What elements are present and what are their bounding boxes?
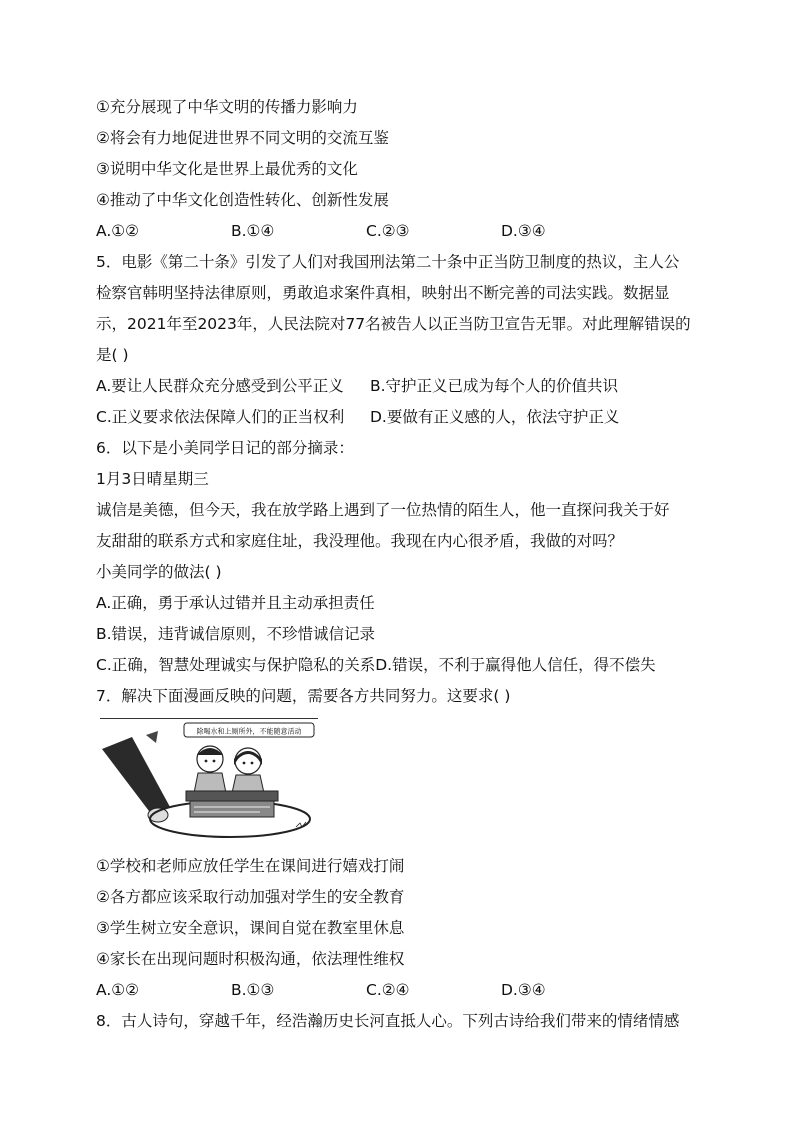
q5-option-a[interactable]: A.要让人民群众充分感受到公平正义 [96, 377, 344, 395]
q5-stem-line: 5．电影《第二十条》引发了人们对我国刑法第二十条中正当防卫制度的热议，主人公 [96, 253, 680, 271]
q5-stem-line: 是( ) [96, 346, 129, 364]
q5-option-b[interactable]: B.守护正义已成为每个人的价值共识 [370, 377, 619, 395]
q6-diary-line: 诚信是美德，但今天，我在放学路上遇到了一位热情的陌生人，他一直探问我关于好 [96, 501, 670, 519]
q5-options-row1 [96, 371, 706, 402]
q6-option-b[interactable]: B.错误，违背诚信原则，不珍惜诚信记录 [96, 625, 376, 643]
q4-item: ②将会有力地促进世界不同文明的交流互鉴 [96, 129, 389, 147]
q8-stem: 8．古人诗句，穿越千年，经浩瀚历史长河直抵人心。下列古诗给我们带来的情绪情感 [96, 1012, 680, 1030]
q4-option-d[interactable]: D.③④ [501, 222, 546, 240]
q7-stem: 7．解决下面漫画反映的问题，需要各方共同努力。这要求( ) [96, 687, 511, 705]
arm-sleeve [102, 737, 170, 815]
q6-question: 小美同学的做法( ) [96, 563, 222, 581]
q7-item: ①学校和老师应放任学生在课间进行嬉戏打闹 [96, 857, 405, 875]
q7-cartoon [100, 718, 318, 843]
q6-option-cd[interactable]: C.正确，智慧处理诚实与保护隐私的关系D.错误，不利于赢得他人信任，得不偿失 [96, 656, 656, 674]
q7-option-c[interactable]: C.②④ [366, 981, 410, 999]
q7-options [96, 975, 706, 1006]
q7-item: ②各方都应该采取行动加强对学生的安全教育 [96, 888, 405, 906]
cartoon-illustration [100, 719, 318, 843]
q5-option-c[interactable]: C.正义要求依法保障人们的正当权利 [96, 408, 345, 426]
q5-options-row2 [96, 402, 706, 433]
q4-option-a[interactable]: A.①② [96, 222, 140, 240]
desk-top [186, 791, 278, 801]
q4-item: ④推动了中华文化创造性转化、创新性发展 [96, 191, 389, 209]
q6-stem: 6．以下是小美同学日记的部分摘录： [96, 439, 354, 457]
q7-option-b[interactable]: B.①③ [231, 981, 275, 999]
q6-diary-date: 1月3日晴星期三 [96, 470, 209, 488]
q4-item: ①充分展现了中华文明的传播力影响力 [96, 98, 358, 116]
q6-diary-line: 友甜甜的联系方式和家庭住址，我没理他。我现在内心很矛盾，我做的对吗？ [96, 532, 624, 550]
q5-option-d[interactable]: D.要做有正义感的人，依法守护正义 [370, 408, 620, 426]
q4-option-b[interactable]: B.①④ [231, 222, 275, 240]
desk-front [190, 801, 274, 817]
q5-stem [96, 247, 706, 371]
q7-option-d[interactable]: D.③④ [501, 981, 546, 999]
exam-page [96, 92, 706, 1037]
q6-option-a[interactable]: A.正确，勇于承认过错并且主动承担责任 [96, 594, 375, 612]
cartoon-caption: 除喝水和上厕所外，不能随意活动 [196, 727, 302, 736]
q7-items [96, 851, 706, 975]
q5-stem-line: 检察官韩明坚持法律原则，勇敢追求案件真相，映射出不断完善的司法实践。数据显 [96, 284, 670, 302]
q6-diary [96, 495, 706, 557]
q4-item: ③说明中华文化是世界上最优秀的文化 [96, 160, 358, 178]
q4-options [96, 216, 706, 247]
q7-item: ③学生树立安全意识，课间自觉在教室里休息 [96, 919, 405, 937]
q7-item: ④家长在出现问题时积极沟通，依法理性维权 [96, 950, 405, 968]
q7-option-a[interactable]: A.①② [96, 981, 140, 999]
q4-option-c[interactable]: C.②③ [366, 222, 410, 240]
q5-stem-line: 示，2021年至2023年，人民法院对77名被告人以正当防卫宣告无罪。对此理解错误的 [96, 315, 691, 333]
q4-items [96, 92, 706, 216]
